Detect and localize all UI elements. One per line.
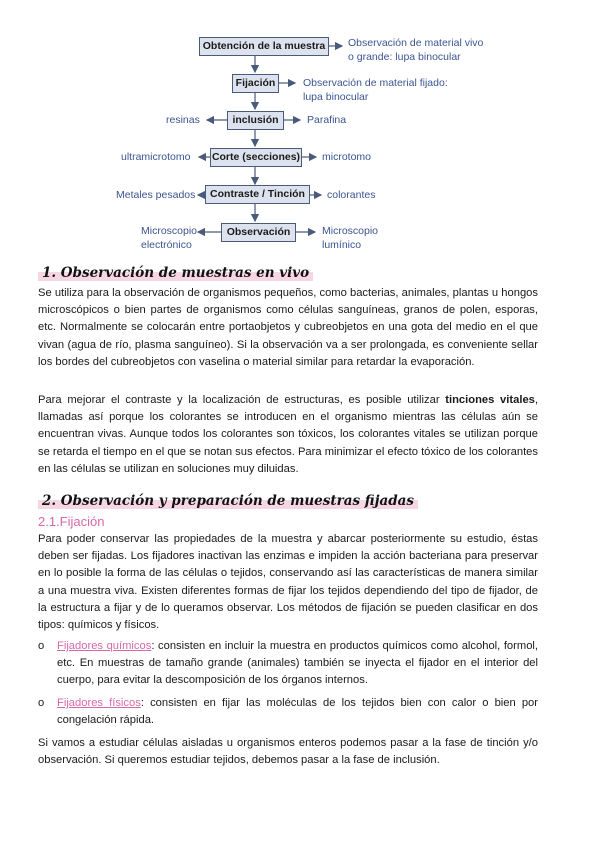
left-label-observacion-2: electrónico <box>141 239 192 251</box>
procedure-flow-diagram <box>0 0 600 262</box>
bullet-marker: o <box>38 697 45 709</box>
bullet-marker: o <box>38 640 45 652</box>
section-1-heading <box>38 265 313 281</box>
right-label-obtencion-2: o grande: lupa binocular <box>348 51 461 63</box>
right-label-inclusion: Parafina <box>307 114 347 126</box>
fijadores-fisicos-link[interactable]: Fijadores físicos <box>57 697 141 709</box>
bullet-description: : consisten en incluir la muestra en productos químicos como alcohol, formol, etc. En muestras de tamaño grande (animales) también se inyecta el fijador en el interior del cuerpo, para evitar la descomposición de los órganos internos. <box>57 640 539 687</box>
left-label-observacion-1: Microscopio <box>141 225 198 237</box>
section-2-heading <box>38 493 418 509</box>
right-label-contraste: colorantes <box>327 189 376 201</box>
left-label-corte: ultramicrotomo <box>121 151 191 163</box>
left-label-contraste: Metales pesados <box>116 189 196 201</box>
right-label-observacion-2: lumínico <box>322 239 362 251</box>
section-1-heading-text: 1. Observación de muestras en vivo <box>38 265 313 281</box>
section-1-paragraph-2 <box>38 392 538 478</box>
right-label-observacion-1: Microscopio <box>322 225 379 237</box>
fijadores-quimicos-link[interactable]: Fijadores químicos <box>57 640 152 652</box>
step-inclusion-box: inclusión <box>227 111 284 130</box>
section-1-paragraph-1: Se utiliza para la observación de organismos pequeños, como bacterias, animales, plantas u hongos microscópicos o bien partes de organismos como células sanguíneas, granos de polen, esporas, etc. Normalmente se colocarán entre portaobjetos y cubreobjetos en una gota del medio en el que vivan (agua de río, plasma sanguíneo). Si la observación va a ser prolongada, es conveniente sellar los bordes del cubreobjetos con vaselina o material similar para retardar la evaporación. <box>38 287 538 368</box>
right-label-corte: microtomo <box>322 151 372 163</box>
bullet-text <box>57 695 538 729</box>
step-corte-box: Corte (secciones) <box>210 148 302 167</box>
step-fijacion-box: Fijación <box>232 74 279 93</box>
step-obtencion-box: Obtención de la muestra <box>199 37 329 56</box>
step-observacion-box: Observación <box>221 223 296 242</box>
section-2-paragraph-2: Si vamos a estudiar células aisladas u organismos enteros podemos pasar a la fase de tinción y/o observación. Si queremos estudiar tejidos, debemos pasar a la fase de inclusión. <box>38 737 538 767</box>
tinciones-vitales-term: tinciones vitales <box>445 394 535 406</box>
right-label-obtencion-1: Observación de material vivo <box>348 37 484 49</box>
section-2-paragraph-1: Para poder conservar las propiedades de la muestra y abarcar posteriormente su estudio, éstas deben ser fijadas. Los fijadores inactivan las enzimas e impiden la acción bacteriana para preservar en lo posible la forma de las células o tejidos, conservando así las características de manera similar a una muestra viva. Existen diferentes formas de fijar los tejidos dependiendo del tipo de fijador, de la estructura a fijar y de lo queramos observar. Los métodos de fijación se pueden clasificar en dos tipos: químicos y físicos. <box>38 533 538 632</box>
subsection-2-1-heading: 2.1.Fijación <box>38 514 105 529</box>
left-label-inclusion: resinas <box>166 114 200 126</box>
right-label-fijacion-1: Observación de material fijado: <box>303 77 448 89</box>
p2-text-after: , llamadas así porque los colorantes se introducen en el organismo mientras las células aún se encuentran vivas. Aunque todos los colorantes son tóxicos, los colorantes vitales se utilizan porque se retarda el tiempo en el que se notan sus efectos. Para minimizar el efecto tóxico de los colorantes en las células se utilizan en soluciones muy diluidas. <box>38 394 538 475</box>
bullet-text <box>57 638 538 690</box>
bullet-description: : consisten en fijar las moléculas de los tejidos bien con calor o bien por congelación rápida. <box>57 697 539 727</box>
section-2-heading-text: 2. Observación y preparación de muestras fijadas <box>38 493 418 509</box>
step-contraste-box: Contraste / Tinción <box>205 185 310 204</box>
p2-text-before: Para mejorar el contraste y la localización de estructuras, es posible utilizar <box>38 394 446 406</box>
right-label-fijacion-2: lupa binocular <box>303 91 369 103</box>
